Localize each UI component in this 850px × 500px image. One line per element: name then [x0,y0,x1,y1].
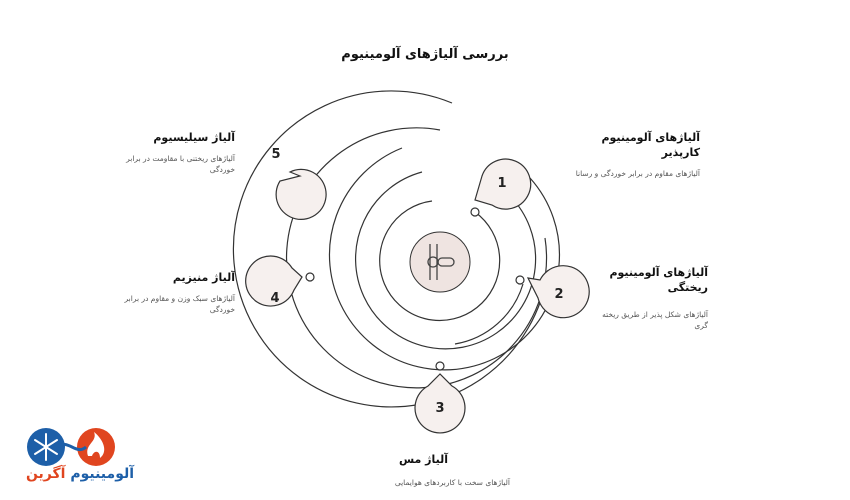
node-heading-4: آلیاژ منیزیم [172,271,235,284]
page-title: بررسی آلیاژهای آلومینیوم [341,47,509,62]
node-heading-3: آلیاژ مس [398,453,448,466]
node-heading-1: آلیاژهای آلومینیوم کارپذیر [601,131,700,159]
connector-2 [516,276,524,284]
orbit-arc-6 [455,284,523,344]
label-node-3 [360,452,510,488]
node-heading-5: آلیاژ سیلیسیوم [153,131,235,144]
logo-text-accent: آگرین [25,466,66,482]
node-description-2: آلیاژهای شکل پذیر از طریق ریخته گری [602,310,708,330]
brand-logo-text [20,466,140,482]
label-node-5 [110,130,235,175]
bubble-5 [276,169,326,219]
bubble-number-4: 4 [270,291,280,306]
label-node-1 [560,130,700,179]
node-heading-2: آلیاژهای آلومینیوم ریختگی [609,266,708,294]
connector-3 [436,362,444,370]
node-description-3: آلیاژهای سخت با کاربردهای هوایمایی [394,478,510,487]
node-description-1: آلیاژهای مقاوم در برابر خوردگی و رسانا [575,169,700,178]
node-description-4: آلیاژهای سبک وزن و مقاوم در برابر خوردگی [124,294,235,314]
logo-text-main: آلومینیوم [70,466,135,482]
snowflake-flame-icon [27,428,115,466]
connector-4 [306,273,314,281]
node-description-5: آلیاژهای ریختنی با مقاومت در برابر خوردگی [126,154,235,174]
bubble-number-5: 5 [271,147,281,162]
orbit-arc-5 [233,91,548,407]
bubble-number-1: 1 [497,176,507,191]
label-node-2 [598,265,708,331]
center-circle [410,232,470,292]
bubble-number-3: 3 [435,401,445,416]
label-node-4 [120,270,235,315]
bubble-number-2: 2 [554,287,564,302]
connector-1 [471,208,479,216]
